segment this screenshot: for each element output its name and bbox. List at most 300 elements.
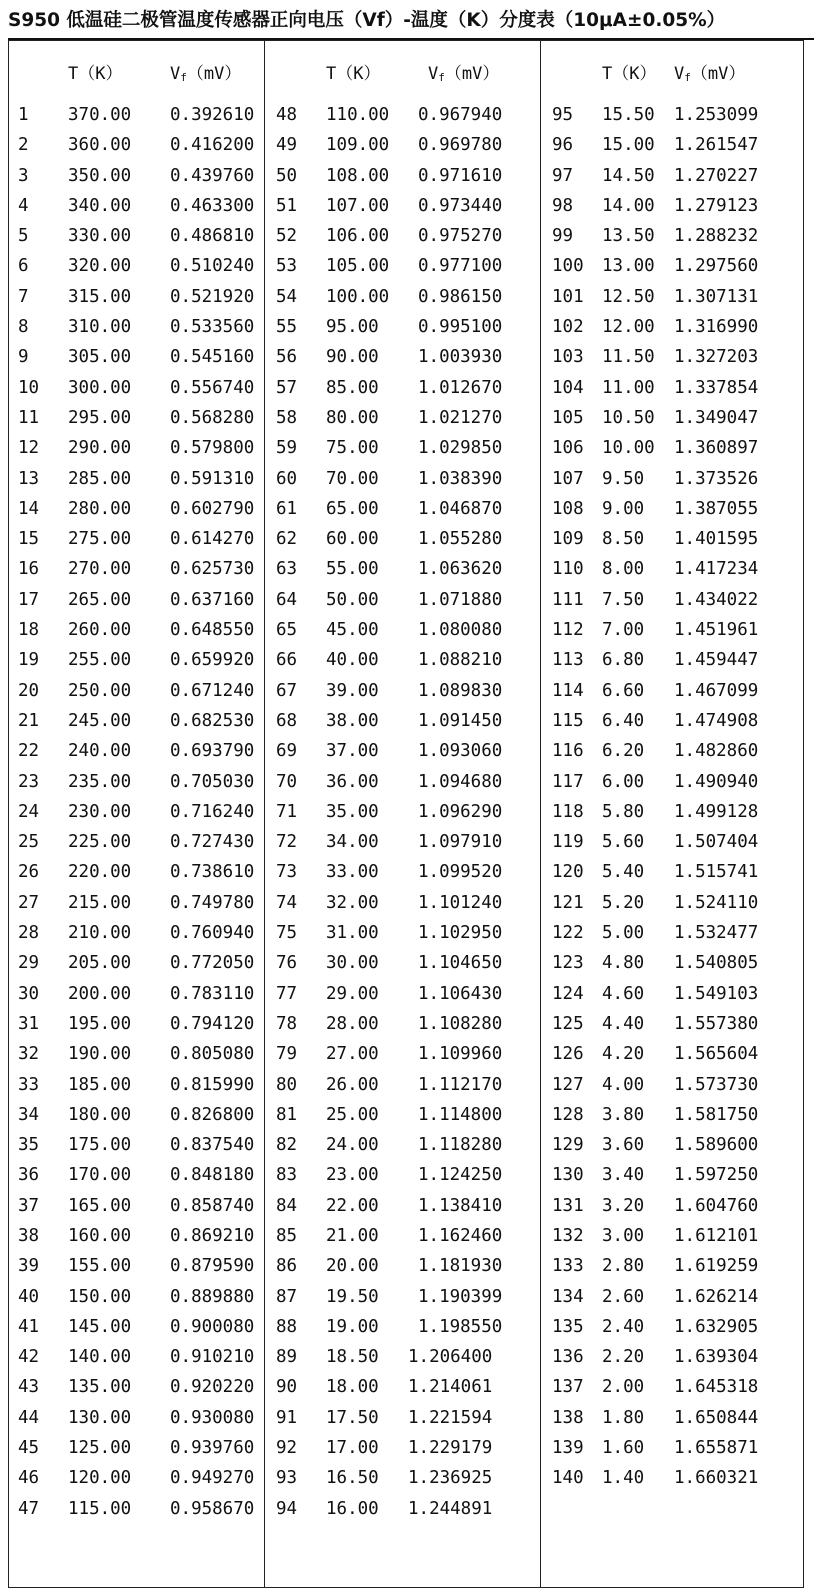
voltage-value: 1.639304 — [674, 1347, 759, 1368]
voltage-value: 1.221594 — [408, 1407, 493, 1428]
temperature-value: 80.00 — [326, 407, 379, 428]
voltage-header: Vf（mV） — [170, 64, 242, 84]
row-index: 94 — [276, 1498, 298, 1519]
voltage-value: 1.645318 — [674, 1377, 759, 1398]
voltage-value: 1.214061 — [408, 1377, 493, 1398]
voltage-value: 1.589600 — [674, 1135, 759, 1156]
temperature-value: 50.00 — [326, 589, 379, 610]
voltage-value: 0.439760 — [170, 165, 255, 186]
temperature-value: 32.00 — [326, 892, 379, 913]
row-index: 80 — [276, 1074, 298, 1095]
voltage-value: 1.112170 — [418, 1074, 503, 1095]
voltage-value: 0.727430 — [170, 832, 255, 853]
row-index: 46 — [18, 1468, 40, 1489]
row-index: 55 — [276, 317, 298, 338]
temperature-value: 29.00 — [326, 983, 379, 1004]
voltage-value: 0.930080 — [170, 1407, 255, 1428]
voltage-value: 1.387055 — [674, 498, 759, 519]
row-index: 125 — [552, 1013, 584, 1034]
temperature-value: 7.00 — [602, 620, 645, 641]
voltage-value: 1.063620 — [418, 559, 503, 580]
voltage-value: 1.253099 — [674, 105, 759, 125]
temperature-value: 240.00 — [68, 741, 132, 762]
voltage-value: 1.104650 — [418, 953, 503, 974]
voltage-value: 1.138410 — [418, 1195, 503, 1216]
temperature-value: 190.00 — [68, 1044, 132, 1065]
temperature-value: 220.00 — [68, 862, 132, 883]
temperature-value: 7.50 — [602, 589, 645, 610]
temperature-value: 19.50 — [326, 1286, 379, 1307]
temperature-value: 18.00 — [326, 1377, 379, 1398]
voltage-value: 0.568280 — [170, 407, 255, 428]
temperature-value: 28.00 — [326, 1013, 379, 1034]
temperature-value: 315.00 — [68, 286, 132, 307]
voltage-value: 1.540805 — [674, 953, 759, 974]
temperature-value: 350.00 — [68, 165, 132, 186]
temperature-value: 8.00 — [602, 559, 645, 580]
temperature-value: 6.00 — [602, 771, 645, 792]
row-index: 19 — [18, 650, 40, 671]
row-index: 72 — [276, 832, 298, 853]
row-index: 28 — [18, 923, 40, 944]
row-index: 56 — [276, 347, 298, 368]
row-index: 34 — [18, 1104, 40, 1125]
temperature-value: 180.00 — [68, 1104, 132, 1125]
row-index: 86 — [276, 1256, 298, 1277]
temperature-value: 11.00 — [602, 377, 655, 398]
row-index: 129 — [552, 1135, 584, 1156]
temperature-value: 145.00 — [68, 1316, 132, 1337]
row-index: 41 — [18, 1316, 40, 1337]
voltage-value: 0.416200 — [170, 135, 255, 156]
voltage-value: 0.958670 — [170, 1498, 255, 1519]
voltage-value: 1.229179 — [408, 1438, 493, 1459]
temperature-value: 26.00 — [326, 1074, 379, 1095]
temperature-value: 12.00 — [602, 317, 655, 338]
voltage-value: 1.565604 — [674, 1044, 759, 1065]
temperature-value: 17.50 — [326, 1407, 379, 1428]
temperature-value: 280.00 — [68, 498, 132, 519]
temperature-value: 109.00 — [326, 135, 390, 156]
temperature-value: 295.00 — [68, 407, 132, 428]
voltage-value: 1.573730 — [674, 1074, 759, 1095]
row-index: 39 — [18, 1256, 40, 1277]
row-index: 127 — [552, 1074, 584, 1095]
row-index: 43 — [18, 1377, 40, 1398]
row-index: 65 — [276, 620, 298, 641]
voltage-value: 0.705030 — [170, 771, 255, 792]
row-index: 52 — [276, 226, 298, 247]
temperature-value: 3.00 — [602, 1225, 645, 1246]
row-index: 110 — [552, 559, 584, 580]
temperature-value: 5.60 — [602, 832, 645, 853]
temperature-value: 27.00 — [326, 1044, 379, 1065]
voltage-value: 1.467099 — [674, 680, 759, 701]
row-index: 121 — [552, 892, 584, 913]
temperature-value: 200.00 — [68, 983, 132, 1004]
temperature-value: 11.50 — [602, 347, 655, 368]
voltage-value: 1.459447 — [674, 650, 759, 671]
voltage-value: 1.597250 — [674, 1165, 759, 1186]
row-index: 116 — [552, 741, 584, 762]
voltage-value: 1.046870 — [418, 498, 503, 519]
temperature-value: 3.40 — [602, 1165, 645, 1186]
temperature-value: 5.80 — [602, 801, 645, 822]
temperature-value: 6.60 — [602, 680, 645, 701]
row-index: 49 — [276, 135, 298, 156]
row-index: 83 — [276, 1165, 298, 1186]
row-index: 117 — [552, 771, 584, 792]
voltage-value: 0.648550 — [170, 620, 255, 641]
voltage-value: 1.096290 — [418, 801, 503, 822]
row-index: 70 — [276, 771, 298, 792]
temperature-value: 245.00 — [68, 710, 132, 731]
row-index: 97 — [552, 165, 574, 186]
row-index: 73 — [276, 862, 298, 883]
row-index: 32 — [18, 1044, 40, 1065]
temperature-value: 4.40 — [602, 1013, 645, 1034]
temperature-value: 130.00 — [68, 1407, 132, 1428]
row-index: 118 — [552, 801, 584, 822]
row-index: 128 — [552, 1104, 584, 1125]
temperature-value: 40.00 — [326, 650, 379, 671]
voltage-value: 0.977100 — [418, 256, 503, 277]
row-index: 115 — [552, 710, 584, 731]
voltage-value: 1.349047 — [674, 407, 759, 428]
voltage-value: 0.794120 — [170, 1013, 255, 1034]
temperature-value: 55.00 — [326, 559, 379, 580]
voltage-value: 1.055280 — [418, 529, 503, 550]
voltage-value: 1.581750 — [674, 1104, 759, 1125]
temperature-value: 165.00 — [68, 1195, 132, 1216]
row-index: 71 — [276, 801, 298, 822]
temperature-value: 45.00 — [326, 620, 379, 641]
temperature-value: 2.80 — [602, 1256, 645, 1277]
row-index: 76 — [276, 953, 298, 974]
temperature-value: 260.00 — [68, 620, 132, 641]
temperature-value: 39.00 — [326, 680, 379, 701]
temperature-value: 17.00 — [326, 1438, 379, 1459]
row-index: 85 — [276, 1225, 298, 1246]
temperature-value: 285.00 — [68, 468, 132, 489]
row-index: 96 — [552, 135, 574, 156]
temperature-value: 330.00 — [68, 226, 132, 247]
voltage-value: 1.102950 — [418, 923, 503, 944]
temperature-value: 5.20 — [602, 892, 645, 913]
voltage-value: 0.510240 — [170, 256, 255, 277]
temperature-value: 265.00 — [68, 589, 132, 610]
voltage-value: 1.632905 — [674, 1316, 759, 1337]
row-index: 100 — [552, 256, 584, 277]
row-index: 30 — [18, 983, 40, 1004]
voltage-value: 1.288232 — [674, 226, 759, 247]
row-index: 57 — [276, 377, 298, 398]
temperature-value: 90.00 — [326, 347, 379, 368]
temperature-value: 2.60 — [602, 1286, 645, 1307]
row-index: 107 — [552, 468, 584, 489]
row-index: 112 — [552, 620, 584, 641]
voltage-value: 1.297560 — [674, 256, 759, 277]
temperature-value: 9.50 — [602, 468, 645, 489]
temperature-value: 106.00 — [326, 226, 390, 247]
row-index: 64 — [276, 589, 298, 610]
temperature-value: 175.00 — [68, 1135, 132, 1156]
row-index: 47 — [18, 1498, 40, 1519]
voltage-value: 1.038390 — [418, 468, 503, 489]
row-index: 123 — [552, 953, 584, 974]
temperature-value: 320.00 — [68, 256, 132, 277]
row-index: 53 — [276, 256, 298, 277]
row-index: 15 — [18, 529, 40, 550]
row-index: 104 — [552, 377, 584, 398]
row-index: 92 — [276, 1438, 298, 1459]
voltage-value: 1.373526 — [674, 468, 759, 489]
temperature-value: 70.00 — [326, 468, 379, 489]
row-index: 66 — [276, 650, 298, 671]
voltage-value: 0.625730 — [170, 559, 255, 580]
row-index: 59 — [276, 438, 298, 459]
voltage-value: 1.261547 — [674, 135, 759, 156]
voltage-value: 1.557380 — [674, 1013, 759, 1034]
temperature-value: 195.00 — [68, 1013, 132, 1034]
row-index: 69 — [276, 741, 298, 762]
voltage-value: 1.109960 — [418, 1044, 503, 1065]
temperature-value: 250.00 — [68, 680, 132, 701]
voltage-value: 0.614270 — [170, 529, 255, 550]
voltage-value: 0.533560 — [170, 317, 255, 338]
row-index: 58 — [276, 407, 298, 428]
voltage-value: 0.783110 — [170, 983, 255, 1004]
voltage-value: 1.451961 — [674, 620, 759, 641]
voltage-value: 1.655871 — [674, 1438, 759, 1459]
voltage-value: 1.021270 — [418, 407, 503, 428]
row-index: 109 — [552, 529, 584, 550]
row-index: 132 — [552, 1225, 584, 1246]
row-index: 68 — [276, 710, 298, 731]
table-column-1 — [18, 54, 262, 1519]
row-index: 9 — [18, 347, 29, 368]
voltage-value: 1.360897 — [674, 438, 759, 459]
column-header — [18, 54, 262, 94]
temperature-value: 10.50 — [602, 407, 655, 428]
voltage-value: 1.270227 — [674, 165, 759, 186]
temperature-value: 22.00 — [326, 1195, 379, 1216]
row-index: 40 — [18, 1286, 40, 1307]
temperature-value: 16.00 — [326, 1498, 379, 1519]
voltage-value: 1.337854 — [674, 377, 759, 398]
voltage-header: Vf（mV） — [674, 64, 746, 84]
temperature-value: 10.00 — [602, 438, 655, 459]
voltage-value: 1.198550 — [418, 1316, 503, 1337]
temperature-value: 5.00 — [602, 923, 645, 944]
temperature-value: 6.80 — [602, 650, 645, 671]
voltage-value: 1.088210 — [418, 650, 503, 671]
row-index: 13 — [18, 468, 40, 489]
temperature-value: 255.00 — [68, 650, 132, 671]
voltage-value: 1.474908 — [674, 710, 759, 731]
voltage-value: 1.417234 — [674, 559, 759, 580]
temperature-value: 6.20 — [602, 741, 645, 762]
temperature-value: 225.00 — [68, 832, 132, 853]
temperature-header: T（K） — [602, 64, 657, 84]
table-column-2 — [276, 54, 538, 1519]
row-index: 126 — [552, 1044, 584, 1065]
row-index: 133 — [552, 1256, 584, 1277]
voltage-value: 0.602790 — [170, 498, 255, 519]
row-index: 134 — [552, 1286, 584, 1307]
temperature-value: 15.00 — [602, 135, 655, 156]
voltage-value: 0.815990 — [170, 1074, 255, 1095]
temperature-value: 35.00 — [326, 801, 379, 822]
temperature-value: 120.00 — [68, 1468, 132, 1489]
temperature-value: 95.00 — [326, 317, 379, 338]
page-title: S950 低温硅二极管温度传感器正向电压（Vf）-温度（K）分度表（10μA±0.05%） — [8, 6, 814, 40]
row-index: 27 — [18, 892, 40, 913]
temperature-value: 3.20 — [602, 1195, 645, 1216]
temperature-value: 2.00 — [602, 1377, 645, 1398]
voltage-value: 0.826800 — [170, 1104, 255, 1125]
voltage-value: 0.716240 — [170, 801, 255, 822]
row-index: 33 — [18, 1074, 40, 1095]
row-index: 106 — [552, 438, 584, 459]
row-index: 50 — [276, 165, 298, 186]
temperature-value: 2.20 — [602, 1347, 645, 1368]
voltage-value: 1.619259 — [674, 1256, 759, 1277]
temperature-value: 105.00 — [326, 256, 390, 277]
temperature-header: T（K） — [68, 64, 123, 84]
row-index: 105 — [552, 407, 584, 428]
row-index: 31 — [18, 1013, 40, 1034]
row-index: 138 — [552, 1407, 584, 1428]
temperature-value: 31.00 — [326, 923, 379, 944]
voltage-value: 1.507404 — [674, 832, 759, 853]
row-index: 8 — [18, 317, 29, 338]
voltage-value: 0.671240 — [170, 680, 255, 701]
voltage-value: 0.463300 — [170, 195, 255, 216]
row-index: 77 — [276, 983, 298, 1004]
row-index: 62 — [276, 529, 298, 550]
row-index: 29 — [18, 953, 40, 974]
voltage-value: 0.967940 — [418, 105, 503, 125]
temperature-value: 34.00 — [326, 832, 379, 853]
row-index: 35 — [18, 1135, 40, 1156]
voltage-value: 1.499128 — [674, 801, 759, 822]
voltage-value: 0.920220 — [170, 1377, 255, 1398]
temperature-value: 23.00 — [326, 1165, 379, 1186]
voltage-value: 1.114800 — [418, 1104, 503, 1125]
voltage-value: 1.091450 — [418, 710, 503, 731]
row-index: 87 — [276, 1286, 298, 1307]
temperature-value: 290.00 — [68, 438, 132, 459]
row-index: 113 — [552, 650, 584, 671]
row-index: 140 — [552, 1468, 584, 1489]
row-index: 21 — [18, 710, 40, 731]
row-index: 37 — [18, 1195, 40, 1216]
row-index: 45 — [18, 1438, 40, 1459]
row-index: 25 — [18, 832, 40, 853]
row-index: 11 — [18, 407, 40, 428]
row-index: 120 — [552, 862, 584, 883]
column-divider — [540, 40, 541, 1588]
row-index: 10 — [18, 377, 40, 398]
row-index: 18 — [18, 620, 40, 641]
voltage-value: 0.682530 — [170, 710, 255, 731]
row-index: 5 — [18, 226, 29, 247]
temperature-value: 25.00 — [326, 1104, 379, 1125]
temperature-value: 60.00 — [326, 529, 379, 550]
voltage-value: 1.244891 — [408, 1498, 493, 1519]
row-index: 135 — [552, 1316, 584, 1337]
voltage-value: 0.772050 — [170, 953, 255, 974]
voltage-value: 0.973440 — [418, 195, 503, 216]
row-index: 124 — [552, 983, 584, 1004]
voltage-value: 0.971610 — [418, 165, 503, 186]
temperature-value: 310.00 — [68, 317, 132, 338]
voltage-value: 0.659920 — [170, 650, 255, 671]
temperature-value: 18.50 — [326, 1347, 379, 1368]
voltage-value: 1.532477 — [674, 923, 759, 944]
voltage-value: 0.900080 — [170, 1316, 255, 1337]
row-index: 131 — [552, 1195, 584, 1216]
row-index: 119 — [552, 832, 584, 853]
temperature-value: 160.00 — [68, 1225, 132, 1246]
temperature-value: 19.00 — [326, 1316, 379, 1337]
voltage-value: 1.108280 — [418, 1013, 503, 1034]
temperature-value: 270.00 — [68, 559, 132, 580]
temperature-value: 14.50 — [602, 165, 655, 186]
voltage-value: 1.515741 — [674, 862, 759, 883]
temperature-value: 65.00 — [326, 498, 379, 519]
temperature-value: 210.00 — [68, 923, 132, 944]
temperature-value: 135.00 — [68, 1377, 132, 1398]
row-index: 74 — [276, 892, 298, 913]
temperature-value: 8.50 — [602, 529, 645, 550]
row-index: 36 — [18, 1165, 40, 1186]
row-index: 2 — [18, 135, 29, 156]
row-index: 98 — [552, 195, 574, 216]
temperature-value: 205.00 — [68, 953, 132, 974]
voltage-value: 0.995100 — [418, 317, 503, 338]
row-index: 137 — [552, 1377, 584, 1398]
voltage-value: 1.162460 — [418, 1225, 503, 1246]
row-index: 51 — [276, 195, 298, 216]
row-index: 42 — [18, 1347, 40, 1368]
voltage-value: 1.490940 — [674, 771, 759, 792]
temperature-value: 21.00 — [326, 1225, 379, 1246]
temperature-value: 12.50 — [602, 286, 655, 307]
temperature-value: 38.00 — [326, 710, 379, 731]
row-index: 20 — [18, 680, 40, 701]
row-index: 95 — [552, 105, 574, 125]
voltage-value: 0.556740 — [170, 377, 255, 398]
temperature-value: 185.00 — [68, 1074, 132, 1095]
row-index: 23 — [18, 771, 40, 792]
temperature-value: 16.50 — [326, 1468, 379, 1489]
row-index: 1 — [18, 105, 29, 125]
row-index: 6 — [18, 256, 29, 277]
voltage-value: 0.749780 — [170, 892, 255, 913]
row-index: 89 — [276, 1347, 298, 1368]
voltage-value: 1.236925 — [408, 1468, 493, 1489]
voltage-value: 0.392610 — [170, 105, 255, 125]
row-index: 60 — [276, 468, 298, 489]
voltage-value: 0.637160 — [170, 589, 255, 610]
table-column-3 — [552, 54, 802, 1489]
row-index: 79 — [276, 1044, 298, 1065]
row-index: 78 — [276, 1013, 298, 1034]
row-index: 136 — [552, 1347, 584, 1368]
row-index: 7 — [18, 286, 29, 307]
